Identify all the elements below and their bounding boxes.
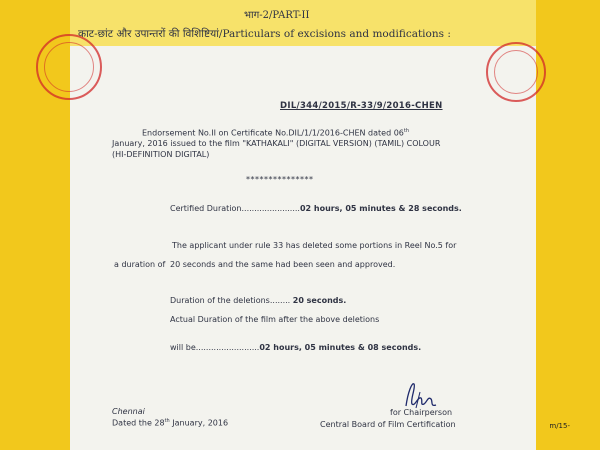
actual-duration-line: Actual Duration of the film after the above deletions: [170, 315, 380, 324]
applicant-line-2: 20 seconds and the same had been seen and approved.: [170, 260, 396, 269]
part-heading: भाग-2/PART-II: [244, 10, 310, 21]
deletions-duration: [170, 296, 346, 305]
certified-duration-label: Certified Duration.......................: [170, 204, 300, 213]
footer-date-pre: Dated the 28: [112, 418, 165, 428]
deletions-value: 20 seconds.: [292, 296, 347, 305]
actual-duration-value: 02 hours, 05 minutes & 08 seconds.: [259, 343, 422, 352]
right-seal-stamp: [486, 42, 546, 102]
divider-asterisks: ***************: [246, 175, 314, 184]
left-seal-stamp: [36, 34, 102, 100]
document-page: [70, 0, 536, 450]
certified-duration-value: 02 hours, 05 minutes & 28 seconds.: [299, 204, 462, 213]
reference-number: DIL/344/2015/R-33/9/2016-CHEN: [280, 101, 443, 111]
signature: [400, 378, 440, 412]
footer-date: [112, 418, 228, 428]
will-be-label: will be.........................: [170, 343, 260, 352]
board-name: Central Board of Film Certification: [320, 420, 456, 429]
endorsement-ordinal: th: [403, 128, 410, 134]
certified-duration: [170, 204, 462, 213]
applicant-line-2-lead: a duration of: [114, 260, 166, 269]
endorsement-line-2: January, 2016 issued to the film "KATHAKALI" (DIGITAL VERSION) (TAMIL) COLOUR: [112, 139, 441, 148]
for-chairperson: for Chairperson: [390, 408, 453, 417]
actual-duration: [170, 343, 421, 352]
endorsement-line-1-text: Endorsement No.II on Certificate No.DIL/1/1/2016-CHEN dated 06: [142, 128, 404, 138]
endorsement-line-3: (HI-DEFINITION DIGITAL): [112, 150, 210, 159]
applicant-line-1: The applicant under rule 33 has deleted some portions in Reel No.5 for: [172, 241, 457, 250]
footer-date-ordinal: th: [164, 418, 170, 424]
footer-date-post: January, 2016: [169, 418, 229, 428]
edge-clipped-text: m/15-: [549, 422, 570, 430]
deletions-label: Duration of the deletions........: [170, 296, 291, 305]
endorsement-line-1: [142, 128, 409, 138]
particulars-heading: काट-छांट और उपान्तरों की विशिष्टियां/Particulars of excisions and modifications :: [78, 28, 451, 40]
footer-place: Chennai: [112, 407, 145, 416]
